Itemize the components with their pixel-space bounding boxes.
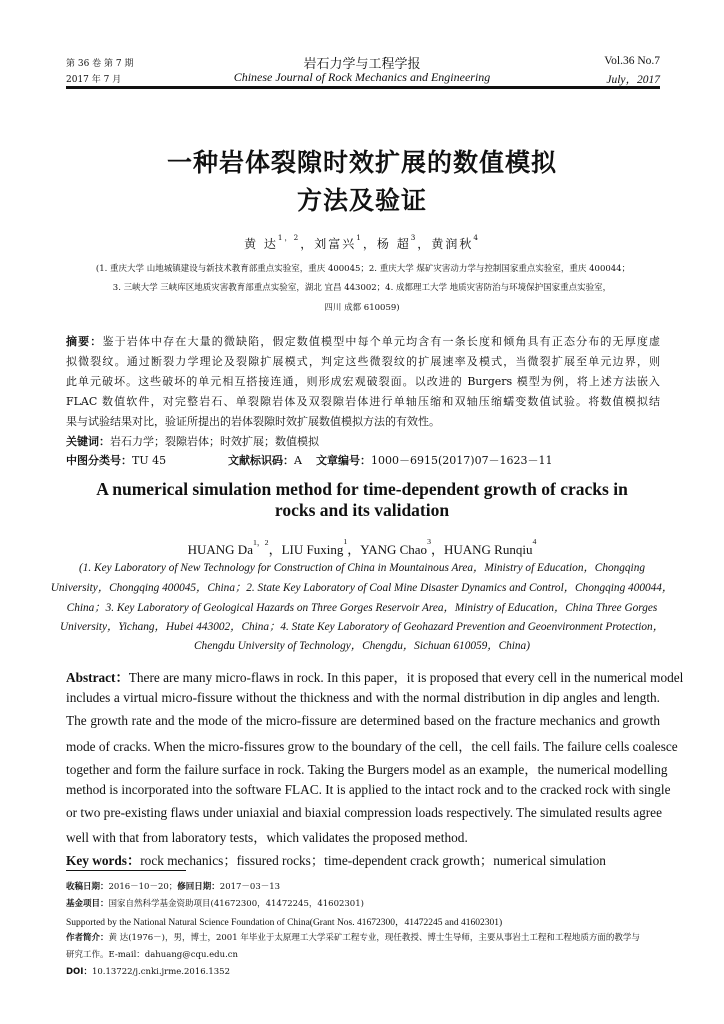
doc-code-label: 文献标识码： bbox=[228, 454, 294, 467]
abstract-cn-text: 鉴于岩体中存在大量的微缺陷，假定数值模型中每个单元均含有一条长度和倾角具有正态分布的无厚度虚 bbox=[102, 335, 660, 348]
bio-label: 作者简介： bbox=[66, 933, 109, 943]
abstract-cn-line: 果与试验结果对比，验证所提出的岩体裂隙时效扩展数值模拟方法的有效性。 bbox=[66, 415, 440, 428]
author-cn: 黄润秋 bbox=[431, 237, 474, 251]
author-sup: 3 bbox=[427, 537, 431, 546]
author-cn: 杨 超 bbox=[376, 237, 411, 251]
keywords-cn-text: 岩石力学；裂隙岩体；时效扩展；数值模拟 bbox=[110, 435, 319, 448]
affiliation-en-line: Chengdu University of Technology，Chengdu，Sichuan 610059，China) bbox=[194, 640, 530, 652]
abstract-en-line: together and form the failure surface in rock. Taking the Burgers model as an example，the numerical modelling bbox=[66, 762, 668, 777]
author-sup: 1 bbox=[356, 233, 363, 242]
received-label: 收稿日期： bbox=[66, 882, 109, 892]
fund-text: 国家自然科学基金资助项目(41672300，41472245，41602301) bbox=[108, 899, 364, 909]
footnote-fund-en: Supported by the National Natural Science Foundation of China(Grant Nos. 41672300，41472245 and 41602301) bbox=[66, 918, 503, 928]
doc-code-value: A bbox=[294, 454, 302, 467]
keywords-cn bbox=[66, 433, 319, 449]
affiliation-cn-line: 四川 成都 610059) bbox=[324, 303, 400, 313]
footnote-bio bbox=[66, 931, 640, 943]
revised-date: 2017－03－13 bbox=[219, 882, 281, 892]
author-en: HUANG Runqiu bbox=[443, 542, 533, 557]
footnote-doi bbox=[66, 965, 230, 977]
abstract-en-line: mode of cracks. When the micro-fissures grow to the boundary of the cell，the cell fails. The failure cells coalesce bbox=[66, 739, 678, 754]
keywords-en-label: Key words： bbox=[66, 853, 141, 868]
keywords-en-block bbox=[66, 850, 606, 869]
abstract-en-line: or two pre-existing flaws under uniaxial and biaxial compression loads respectively. The simulated results agree bbox=[66, 805, 662, 820]
abstract-en-line: includes a virtual micro-fissure without the thickness and with the normal distribution in dip angles and length. bbox=[66, 690, 660, 705]
abstract-en-text: There are many micro-flaws in rock. In this paper，it is proposed that every cell in the numerical model bbox=[128, 670, 684, 685]
abstract-en-line: well with that from laboratory tests，which validates the proposed method. bbox=[66, 830, 468, 845]
affiliation-cn-line: 3. 三峡大学 三峡库区地质灾害教育部重点实验室，湖北 宜昌 443002；4. 成都理工大学 地质灾害防治与环境保护国家重点实验室， bbox=[112, 283, 612, 293]
author-sup: 1，2 bbox=[252, 538, 269, 547]
author-en: YANG Chao bbox=[360, 542, 428, 557]
abstract-cn-label: 摘要： bbox=[66, 335, 103, 348]
abstract-cn-line: FLAC 数值软件，对完整岩石、单裂隙岩体及双裂隙岩体进行单轴压缩和双轴压缩蠕变数值试验。将数值模拟结 bbox=[66, 395, 660, 408]
clc-number bbox=[66, 452, 166, 468]
volume-issue-cn: 第 36 卷 第 7 期 bbox=[66, 59, 134, 69]
date-cn: 2017 年 7 月 bbox=[66, 75, 122, 85]
affiliation-en-line: (1. Key Laboratory of New Technology for Construction of China in Mountainous Area，Ministry of Education，Chongqing bbox=[79, 562, 645, 574]
keywords-en-text: rock mechanics；fissured rocks；time-dependent crack growth；numerical simulation bbox=[140, 853, 606, 868]
author-en: HUANG Da bbox=[187, 542, 253, 557]
article-number bbox=[316, 452, 553, 468]
article-no-label: 文章编号： bbox=[316, 454, 371, 467]
abstract-en-line bbox=[66, 667, 684, 686]
footnote-rule bbox=[66, 870, 186, 871]
doi-label: DOI： bbox=[66, 967, 92, 977]
abstract-cn-line bbox=[66, 333, 660, 349]
author-en: LIU Fuxing bbox=[281, 542, 344, 557]
clc-label: 中图分类号： bbox=[66, 454, 132, 467]
affiliation-cn-line: (1. 重庆大学 山地城镇建设与新技术教育部重点实验室，重庆 400045；2. 重庆大学 煤矿灾害动力学与控制国家重点实验室，重庆 400044； bbox=[95, 264, 631, 274]
footnote-bio-line2: 研究工作。E-mail：dahuang@cqu.edu.cn bbox=[66, 950, 239, 960]
keywords-cn-label: 关键词： bbox=[66, 435, 110, 448]
journal-title-en: Chinese Journal of Rock Mechanics and Engineering bbox=[233, 70, 491, 84]
doi-value[interactable]: 10.13722/j.cnki.jrme.2016.1352 bbox=[91, 967, 230, 977]
date-en: July，2017 bbox=[606, 74, 660, 86]
affiliation-en-line: China；3. Key Laboratory of Geological Hazards on Three Gorges Reservoir Area，Ministry of Education，China Three Gorges bbox=[66, 602, 658, 614]
journal-title-cn: 岩石力学与工程学报 bbox=[303, 57, 421, 72]
abstract-en-line: method is incorporated into the software FLAC. It is applied to the intact rock and to the cracked rock with single bbox=[66, 782, 671, 797]
abstract-cn-line: 拟微裂纹。通过断裂力学理论及裂隙扩展模式，判定这些微裂纹的扩展速率及模式，当微裂扩展至单元边界，则 bbox=[66, 355, 660, 368]
footnote-fund bbox=[66, 897, 364, 909]
title-en-line2: rocks and its validation bbox=[274, 500, 450, 520]
abstract-cn-line: 此单元破坏。这些破坏的单元相互搭接连通，则形成宏观破裂面。以改进的 Burgers 模型为例，将上述方法嵌入 bbox=[66, 375, 660, 388]
authors-en: HUANG $Da^{1,2}$，LIU Fuxing$^1$，YANG Chao$^3$，HUANG Runqiu$^4$ bbox=[187, 537, 537, 557]
volume-issue-en: Vol.36 No.7 bbox=[604, 55, 660, 67]
clc-value: TU 45 bbox=[132, 454, 167, 467]
author-sup: 4 bbox=[532, 537, 537, 546]
abstract-en-line: The growth rate and the mode of the micro-fissure are determined based on the fracture mechanics and growth bbox=[66, 713, 660, 728]
header-rule bbox=[66, 86, 660, 89]
title-cn-line1: 一种岩体裂隙时效扩展的数值模拟 bbox=[166, 148, 557, 177]
affiliation-en-line: University，Yichang，Hubei 443002，China；4. State Key Laboratory of Geohazard Prevention and Geoenvironment Protection， bbox=[60, 621, 664, 633]
affiliation-en-line: University，Chongqing 400045，China；2. State Key Laboratory of Coal Mine Disaster Dynamics and Control，Chongqing 400044， bbox=[50, 582, 674, 594]
author-sup: 1 bbox=[343, 537, 348, 546]
abstract-en-label: Abstract： bbox=[66, 670, 129, 685]
received-date: 2016－10－20； bbox=[108, 882, 178, 892]
author-sup: 4 bbox=[473, 233, 480, 242]
author-cn: 黄 达 bbox=[244, 237, 278, 251]
revised-label: 修回日期： bbox=[177, 882, 220, 892]
title-en-line1: A numerical simulation method for time-dependent growth of cracks in bbox=[96, 479, 628, 499]
bio-text: 黄 达(1976－)，男，博士，2001 年毕业于太原理工大学采矿工程专业，现任教授、博士生导师，主要从事岩土工程和工程地质方面的教学与 bbox=[108, 933, 640, 943]
document-code bbox=[228, 452, 302, 468]
footnote-dates bbox=[66, 880, 280, 892]
article-no-value: 1000－6915(2017)07－1623－11 bbox=[371, 454, 553, 467]
author-sup: 3 bbox=[410, 233, 418, 242]
authors-cn: 黄 达$^{1,2}$，刘富兴$^1$，杨 超$^3$，黄润秋$^4$ bbox=[244, 233, 480, 251]
author-cn: 刘富兴 bbox=[314, 237, 357, 251]
title-cn-line2: 方法及验证 bbox=[296, 186, 427, 215]
author-sup: 1，2 bbox=[277, 233, 301, 242]
fund-label: 基金项目： bbox=[66, 899, 109, 909]
